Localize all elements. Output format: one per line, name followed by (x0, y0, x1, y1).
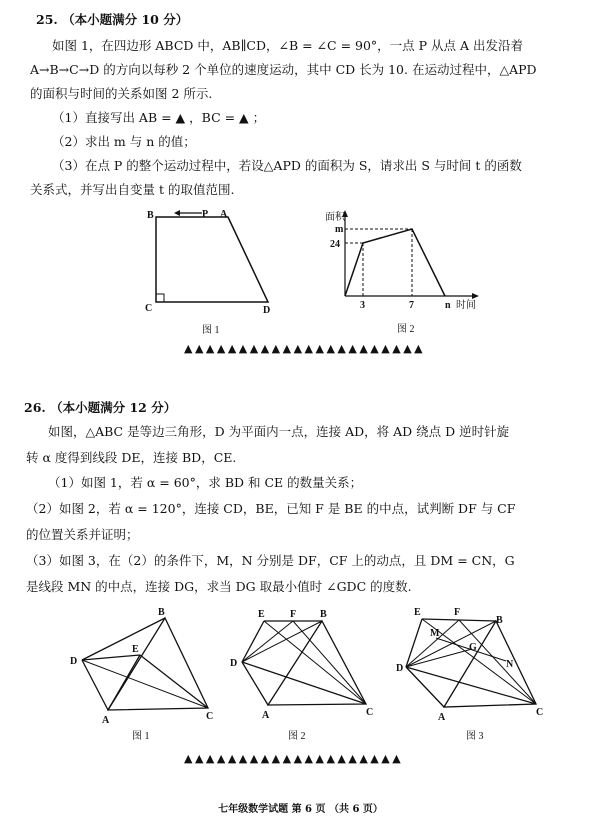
q25-part-1: （1）直接写出 AB = ▲ ，BC = ▲ ； (52, 110, 266, 125)
q25-fig2-y-label: 面积 (325, 212, 345, 223)
q25-fig2-x3: 3 (360, 300, 365, 311)
q26-fig1-C: C (206, 711, 214, 722)
q25-fig2-caption: 图 2 (397, 324, 415, 335)
q25-fig2-24: 24 (330, 239, 340, 250)
q26-fig2-caption: 图 2 (288, 731, 306, 742)
q26-fig2-C: C (366, 707, 374, 718)
q25-part-3: （3）在点 P 的整个运动过程中，若设△APD 的面积为 S，请求出 S 与时间 t 的函数 (52, 158, 522, 173)
q25-title: 25. （本小题满分 10 分） (36, 12, 189, 27)
q25-fig1-label-D: D (263, 305, 271, 316)
q25-fig1-label-P: P (202, 209, 209, 220)
q26-part-2-cont: 的位置关系并证明； (26, 527, 139, 542)
q26-fig3-caption: 图 3 (466, 731, 484, 742)
q25-fig1-caption: 图 1 (202, 325, 220, 336)
q26-fig3-N: N (506, 659, 514, 670)
q25-fig2-x-label: 时间 (456, 300, 476, 311)
q25-line-2: A→B→C→D 的方向以每秒 2 个单位的速度运动，其中 CD 长为 10. 在运动过程中，△APD (30, 62, 537, 77)
q26-fig3-G: G (469, 642, 477, 653)
q25-line-1: 如图 1，在四边形 ABCD 中，AB∥CD，∠B = ∠C = 90°，一点 P 从点 A 出发沿着 (52, 38, 524, 53)
q26-part-2: （2）如图 2，若 α = 120°，连接 CD，BE，已知 F 是 BE 的中点，试判断 DF 与 CF (26, 501, 516, 516)
q26-line-2: 转 α 度得到线段 DE，连接 BD，CE. (26, 450, 237, 465)
q26-line-1: 如图，△ABC 是等边三角形，D 为平面内一点，连接 AD，将 AD 绕点 D 逆时针旋 (48, 424, 510, 439)
q26-figure-2 (228, 605, 388, 745)
q26-fig1-D: D (70, 656, 78, 667)
q26-fig3-F: F (454, 607, 461, 618)
q25-figure-1 (140, 205, 290, 340)
q25-fig2-n: n (445, 300, 451, 311)
q26-fig2-E: E (258, 609, 265, 620)
q26-fig1-B: B (158, 607, 165, 618)
q26-title: 26. （本小题满分 12 分） (24, 400, 177, 415)
q26-fig2-A: A (262, 710, 270, 721)
q25-figure-2 (325, 208, 495, 338)
q25-line-last: 关系式，并写出自变量 t 的取值范围. (30, 182, 235, 197)
q26-fig3-C: C (536, 707, 544, 718)
q26-fig3-E: E (414, 607, 421, 618)
page-footer: 七年级数学试题 第 6 页 （共 6 页） (218, 804, 383, 815)
q26-fig3-D: D (396, 663, 404, 674)
q26-part-3: （3）如图 3，在（2）的条件下，M，N 分别是 DF，CF 上的动点，且 DM = CN，G (26, 553, 515, 568)
q25-fig1-label-A: A (220, 209, 228, 220)
q25-separator: ▲▲▲▲▲▲▲▲▲▲▲▲▲▲▲▲▲▲▲▲▲▲ (184, 342, 426, 355)
q25-fig2-x7: 7 (409, 300, 414, 311)
q26-figure-1 (68, 605, 228, 745)
q26-fig1-A: A (102, 715, 110, 726)
q25-fig2-m: m (335, 224, 344, 235)
q26-fig3-B: B (496, 615, 503, 626)
q26-part-1: （1）如图 1，若 α = 60°，求 BD 和 CE 的数量关系； (48, 475, 363, 490)
q26-separator: ▲▲▲▲▲▲▲▲▲▲▲▲▲▲▲▲▲▲▲▲ (184, 752, 404, 765)
q26-fig2-D: D (230, 658, 238, 669)
q26-fig2-F: F (290, 609, 297, 620)
q25-part-2: （2）求出 m 与 n 的值； (52, 134, 196, 149)
q25-fig1-label-B: B (147, 210, 154, 221)
q25-line-3: 的面积与时间的关系如图 2 所示. (30, 86, 213, 101)
q26-figure-3 (396, 603, 561, 745)
q26-fig1-caption: 图 1 (132, 731, 150, 742)
q26-fig3-M: M (430, 628, 440, 639)
q26-fig2-B: B (320, 609, 327, 620)
q26-fig1-E: E (132, 644, 139, 655)
q25-fig1-label-C: C (145, 303, 153, 314)
q26-fig3-A: A (438, 712, 446, 723)
q26-part-3-cont: 是线段 MN 的中点，连接 DG，求当 DG 取最小值时 ∠GDC 的度数. (26, 579, 412, 594)
